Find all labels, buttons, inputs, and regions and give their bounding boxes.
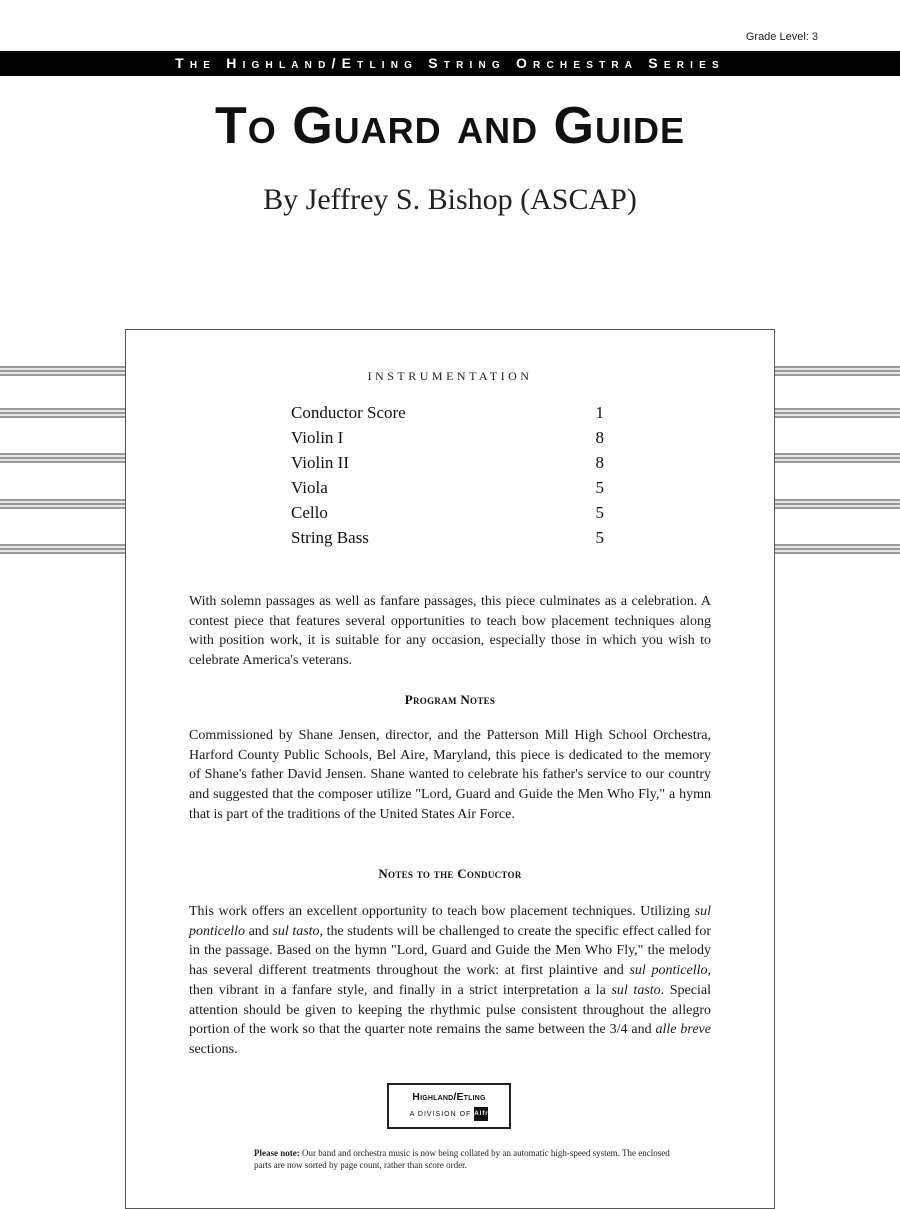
instrument-qty: 5 <box>595 528 604 547</box>
footnote <box>254 1147 674 1171</box>
instrument-name: Violin II <box>291 453 349 472</box>
instrument-name: Cello <box>291 503 328 522</box>
text-run: and <box>245 923 273 939</box>
instrument-qty: 8 <box>595 453 604 472</box>
instrument-row <box>291 500 611 525</box>
page-title: To Guard and Guide <box>215 97 685 155</box>
italic-term: alle breve <box>655 1022 711 1038</box>
italic-term: sul ponticello <box>189 904 711 939</box>
text-run: , the students will be challenged to create the specific effect called for in the passage. Based on the hymn "Lord, Guard and Guide the Men Who Fly," the melody has several different treatments throughout the work: at first plaintive and <box>189 923 711 979</box>
text-run: . Special attention should be given to keeping the rhythmic pulse consistent throughout the allegro portion of the work so that the quarter note remains the same between the 3/4 and <box>189 982 711 1038</box>
instrument-qty: 5 <box>595 478 604 497</box>
series-banner: The Highland/Etling String Orchestra Series <box>0 51 900 76</box>
instrument-name: String Bass <box>291 528 369 547</box>
composer-byline: By Jeffrey S. Bishop (ASCAP) <box>263 183 637 216</box>
alfred-logo-icon: Alfred <box>474 1107 488 1121</box>
instrument-qty: 8 <box>595 428 604 447</box>
logo-division-text: A DIVISION OF <box>409 1110 472 1118</box>
grade-level: Grade Level: 3 <box>745 31 818 43</box>
program-notes-paragraph: Commissioned by Shane Jensen, director, and the Patterson Mill High School Orchestra, Harford County Public Schools, Bel Aire, Maryland, this piece is dedicated to the memory of Shane's father David Jensen. Shane wanted to celebrate his father's service to our country and suggested that the composer utilize "Lord, Guard and Guide the Men Who Fly," a hymn that is part of the traditions of the United States Air Force. <box>189 728 711 822</box>
footnote-label: Please note: <box>254 1148 300 1158</box>
instrument-row <box>291 450 611 475</box>
program-notes-heading: Program Notes <box>404 692 496 707</box>
instrument-name: Conductor Score <box>291 403 406 422</box>
conductor-notes-paragraph <box>189 902 711 1060</box>
instrument-row <box>291 425 611 450</box>
logo-subline <box>389 1107 509 1121</box>
instrument-qty: 1 <box>595 403 604 422</box>
instrument-qty: 5 <box>595 503 604 522</box>
instrument-row <box>291 525 611 550</box>
text-run: This work offers an excellent opportunity to teach bow placement techniques. Utilizing <box>189 904 695 919</box>
italic-term: sul tasto <box>272 923 320 939</box>
footnote-text: Our band and orchestra music is now being collated by an automatic high-speed system. The enclosed parts are now sorted by page count, rather than score order. <box>254 1148 670 1170</box>
conductor-notes-heading: Notes to the Conductor <box>378 866 522 881</box>
publisher-logo <box>387 1083 511 1129</box>
italic-term: sul tasto <box>611 982 661 998</box>
instrument-name: Viola <box>291 478 328 497</box>
intro-paragraph: With solemn passages as well as fanfare passages, this piece culminates as a celebration. A contest piece that features several opportunities to teach bow placement techniques along with position work, it is suitable for any occasion, especially those in which you wish to celebrate America's veterans. <box>189 594 711 669</box>
logo-name: Highland/Etling <box>412 1091 486 1103</box>
instrument-row <box>291 400 611 425</box>
instrumentation-list <box>291 400 611 550</box>
text-run: , then vibrant in a fanfare style, and finally in a strict interpretation a la <box>189 963 711 998</box>
text-run: sections. <box>189 1041 238 1057</box>
italic-term: sul ponticello <box>629 963 708 979</box>
instrument-name: Violin I <box>291 428 344 447</box>
instrument-row <box>291 475 611 500</box>
instrumentation-heading: INSTRUMENTATION <box>367 369 533 383</box>
